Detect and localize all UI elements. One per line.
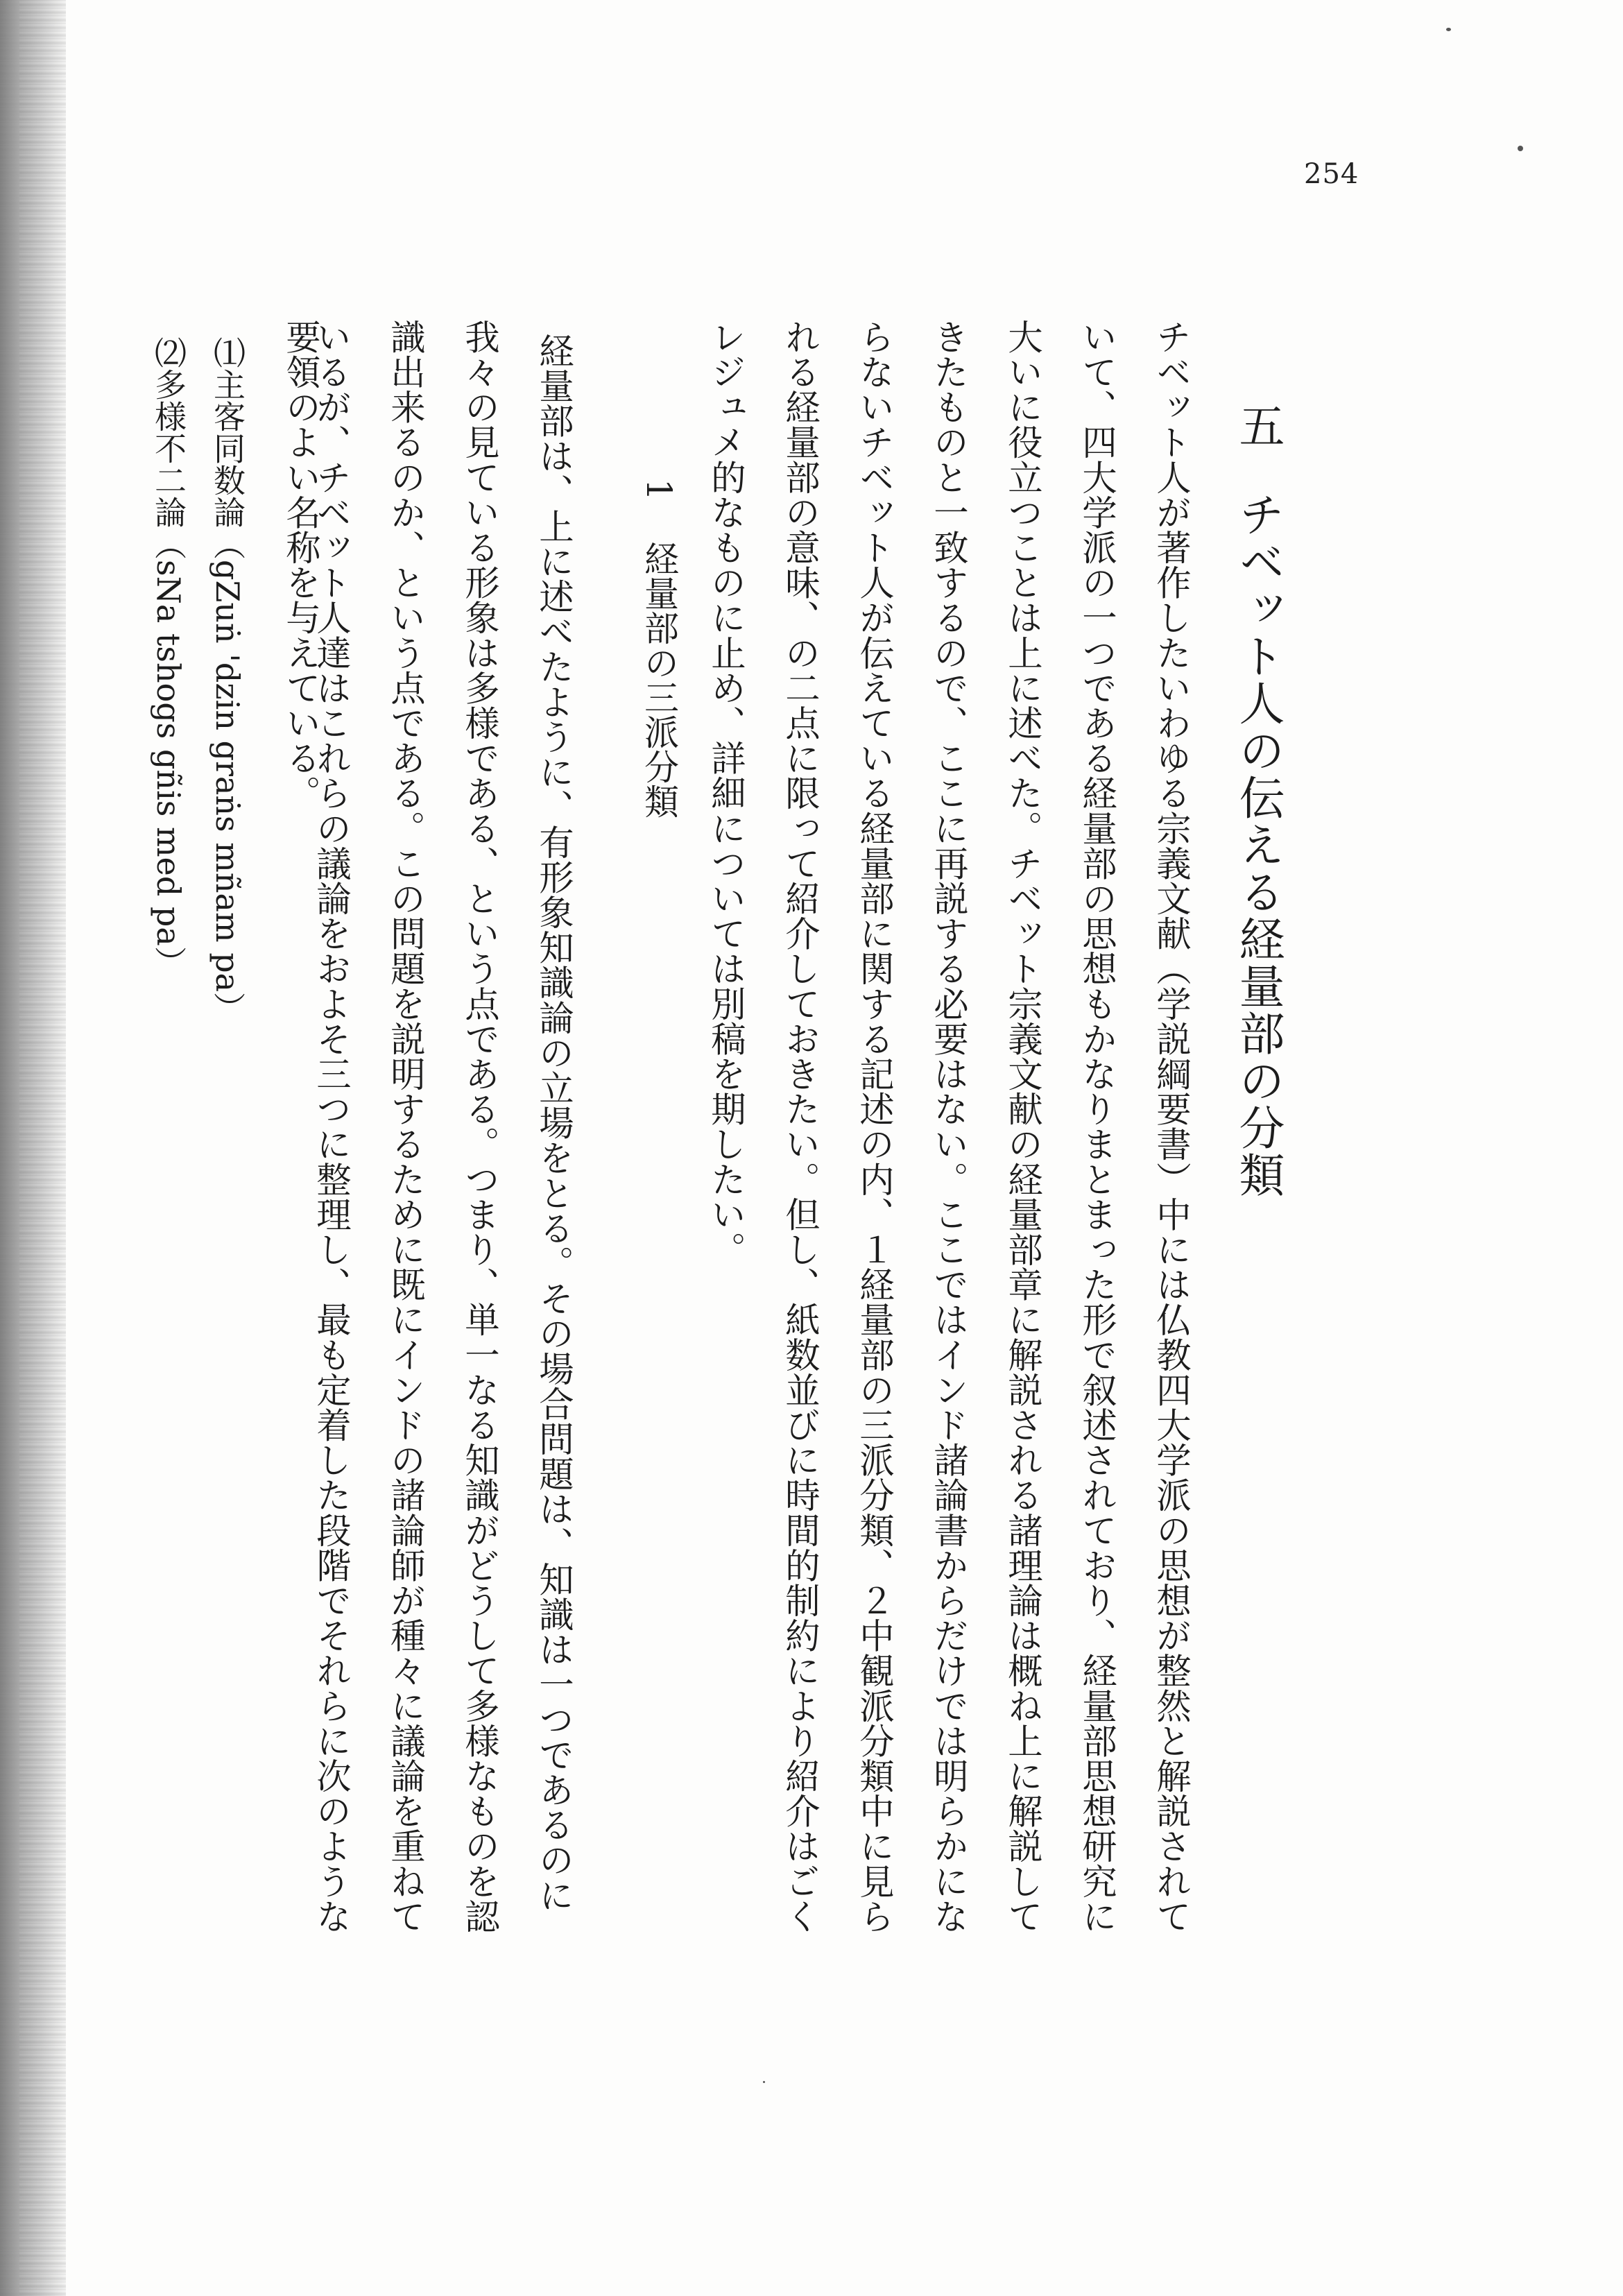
chapter-number: 五 bbox=[1231, 402, 1285, 449]
text-line: 要領のよい名称を与えている。 bbox=[280, 319, 322, 811]
list-item: ⑴主客同数論（gZuṅ 'dzin graṅs mñam pa） bbox=[209, 336, 246, 1025]
section-number: 1 bbox=[639, 479, 679, 501]
text-line: いるが、チベット人達はこれらの議論をおよそ三つに整理し、最も定着した段階でそれらに次のような bbox=[311, 319, 352, 1934]
text-line: 識出来るのか、という点である。この問題を説明するために既にインドの諸論師が種々に議論を重ねて bbox=[385, 319, 427, 1934]
text-line: レジュメ的なものに止め、詳細については別稿を期したい。 bbox=[705, 319, 747, 1267]
chapter-title: チベット人の伝える経量部の分類 bbox=[1231, 491, 1285, 1199]
scan-speck bbox=[763, 2081, 765, 2083]
chapter-heading bbox=[1231, 402, 1285, 1199]
text-line: れる経量部の意味、の二点に限って紹介しておきたい。但し、紙数並びに時間的制約により紹介はごく bbox=[780, 319, 821, 1934]
scan-shadow-dark bbox=[0, 0, 19, 2296]
text-line: きたものと一致するので、ここに再説する必要はない。ここではインド諸論書からだけでは明らかにな bbox=[928, 319, 970, 1934]
scan-speck bbox=[1446, 28, 1451, 31]
text-line: チベット人が著作したいわゆる宗義文献（学説綱要書）中には仏教四大学派の思想が整然と解説されて bbox=[1151, 319, 1192, 1934]
text-line: 我々の見ている形象は多様である、という点である。つまり、単一なる知識がどうして多様なものを認 bbox=[459, 319, 501, 1934]
section-title: 経量部の三派分類 bbox=[639, 540, 679, 819]
scan-speck bbox=[1518, 146, 1523, 151]
text-line: 大いに役立つことは上に述べた。チベット宗義文献の経量部章に解説される諸理論は概ね上に解説して bbox=[1002, 319, 1044, 1934]
text-line: らないチベット人が伝えている経量部に関する記述の内、１経量部の三派分類、２中観派分類中に見ら bbox=[854, 319, 895, 1934]
text-line: いて、四大学派の一つである経量部の思想もかなりまとまった形で叙述されており、経量部思想研究に bbox=[1076, 319, 1118, 1934]
list-item: ⑵多様不二論（sNa tshogs gñis med pa） bbox=[150, 336, 187, 978]
section-heading bbox=[639, 479, 679, 819]
page-number: 254 bbox=[1304, 158, 1359, 190]
text-line: 経量部は、上に述べたように、有形象知識論の立場をとる。その場合問題は、知識は一つであるのに bbox=[533, 333, 575, 1912]
